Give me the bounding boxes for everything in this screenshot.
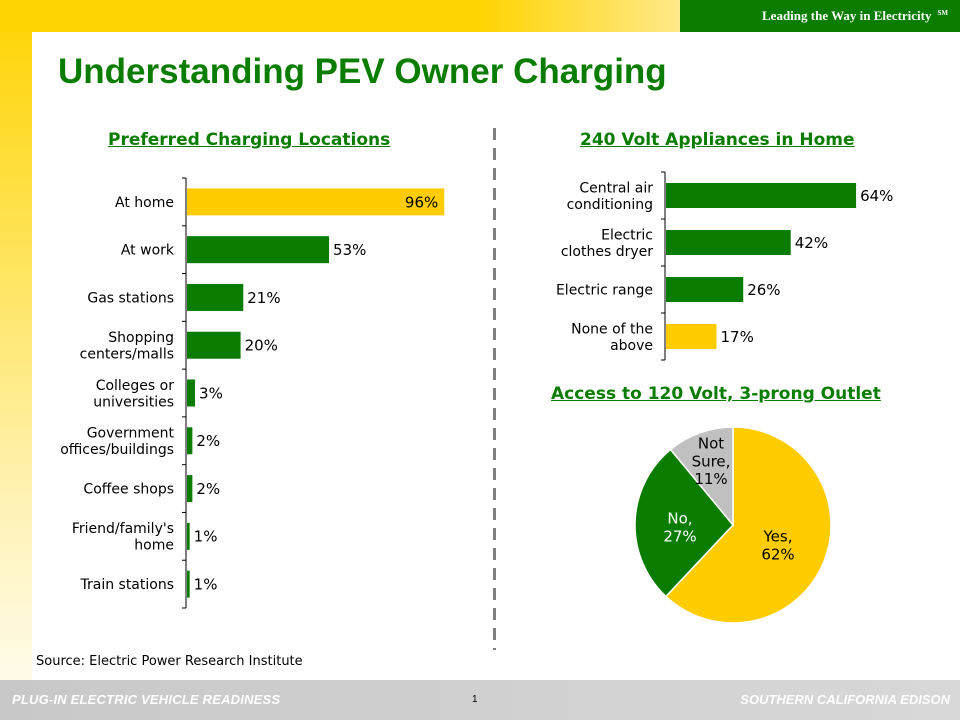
locations-value-label: 96% [404,193,439,212]
appliances-bar [666,324,716,349]
locations-bar [187,523,190,550]
appliances-bar [666,277,743,302]
pie-slice-label: Yes, 62% [761,527,795,564]
locations-bar [187,332,241,359]
locations-bar [187,236,329,263]
chart-title-120v-outlet: Access to 120 Volt, 3-prong Outlet [551,384,881,404]
locations-value-label: 1% [193,575,218,594]
locations-value-label: 2% [196,479,221,498]
locations-category-label: At work [120,242,174,259]
page-number: 1 [472,694,478,705]
locations-value-label: 3% [199,384,223,403]
footer [0,680,960,720]
appliances-value-label: 17% [720,327,754,346]
appliances-category-label: Electric range [555,282,653,299]
footer-company-name: SOUTHERN CALIFORNIA EDISON [740,692,950,707]
locations-value-label: 53% [333,241,367,260]
locations-value-label: 1% [193,527,218,546]
chart-title-charging-locations: Preferred Charging Locations [108,130,391,150]
locations-category-label: Government offices/buildings [60,425,174,459]
locations-bar [187,380,195,407]
locations-bar [187,427,192,454]
appliances-value-label: 26% [747,280,781,299]
appliances-category-label: Electric clothes dryer [560,227,653,260]
locations-bar [187,284,243,311]
footer-program-name: PLUG-IN ELECTRIC VEHICLE READINESS [12,692,281,707]
locations-bar [187,571,190,598]
locations-category-label: Friend/family's home [71,521,174,554]
locations-value-label: 21% [247,288,281,307]
appliances-category-label: Central air conditioning [566,180,653,213]
locations-category-label: Coffee shops [83,481,174,498]
pie-slice-label: Not Sure, 11% [691,434,731,489]
locations-value-label: 2% [196,432,221,451]
appliances-bar [666,230,791,255]
service-mark: SM [937,8,948,17]
appliances-bar [666,183,856,208]
appliances-value-label: 42% [794,233,829,252]
locations-category-label: Gas stations [87,290,174,307]
locations-category-label: Colleges or universities [93,377,174,411]
pie-slice-label: No, 27% [663,509,697,546]
locations-category-label: At home [115,194,174,211]
chart-title-240v-appliances: 240 Volt Appliances in Home [580,130,855,150]
tagline: Leading the Way in Electricity ℠ [762,8,948,23]
locations-value-label: 20% [244,336,278,355]
locations-category-label: Shopping centers/malls [79,330,174,363]
appliances-value-label: 64% [860,186,894,205]
appliances-category-label: None of the above [571,321,653,354]
source-note: Source: Electric Power Research Institute [36,654,303,669]
locations-bar [187,475,192,502]
page-title: Understanding PEV Owner Charging [58,52,667,91]
locations-category-label: Train stations [80,577,174,594]
